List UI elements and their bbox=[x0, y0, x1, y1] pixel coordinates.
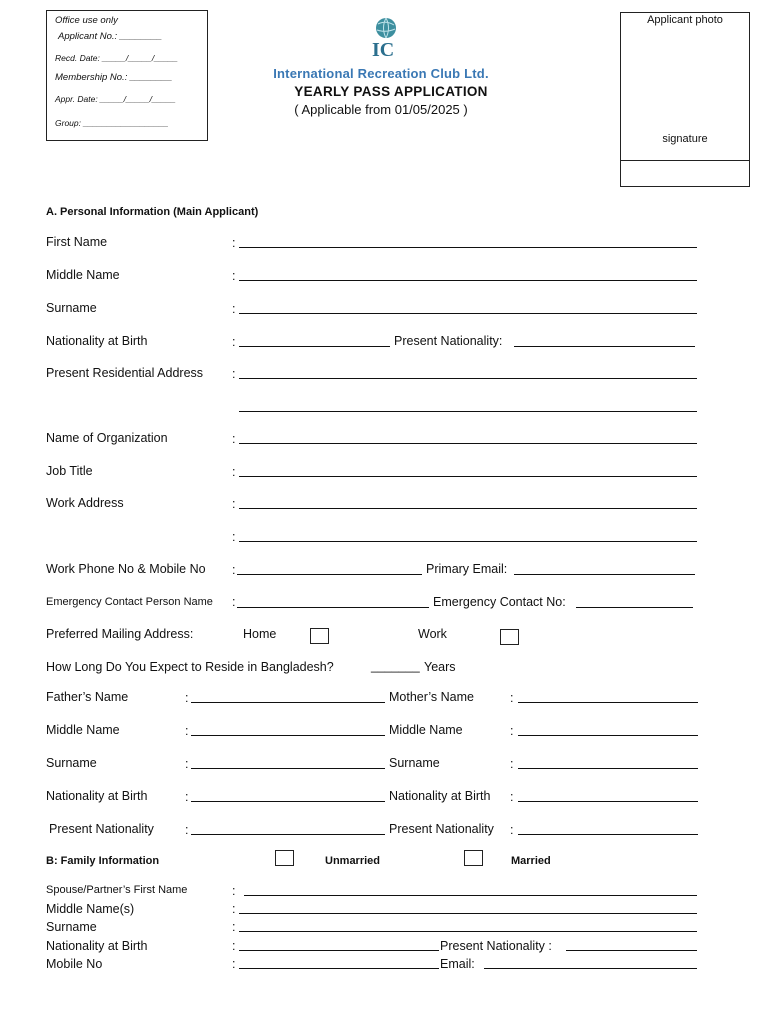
mother-present-nat-label: Present Nationality bbox=[389, 822, 494, 836]
colon: : bbox=[232, 530, 236, 544]
present-address-label: Present Residential Address bbox=[46, 366, 204, 380]
work-address-input-1[interactable] bbox=[239, 508, 697, 509]
work-checkbox[interactable] bbox=[500, 629, 519, 645]
unmarried-checkbox[interactable] bbox=[275, 850, 294, 866]
colon: : bbox=[185, 790, 189, 804]
unmarried-label: Unmarried bbox=[325, 855, 381, 867]
colon: : bbox=[232, 367, 236, 381]
spouse-middle-names-input[interactable] bbox=[239, 913, 697, 914]
job-title-input[interactable] bbox=[239, 476, 697, 477]
appr-date-field[interactable]: Appr. Date: _____/_____/_____ bbox=[55, 94, 176, 104]
applicant-no-field[interactable]: Applicant No.: ________ bbox=[58, 31, 163, 42]
globe-logo-icon bbox=[368, 16, 404, 58]
spouse-middle-names-label: Middle Name(s) bbox=[46, 902, 135, 916]
colon: : bbox=[232, 957, 236, 971]
spouse-mobile-input[interactable] bbox=[239, 968, 439, 969]
form-subtitle: ( Applicable from 01/05/2025 ) bbox=[294, 102, 468, 117]
emergency-no-input[interactable] bbox=[576, 607, 693, 608]
father-surname-label: Surname bbox=[46, 756, 97, 770]
father-present-nat-input[interactable] bbox=[191, 834, 385, 835]
present-address-input-1[interactable] bbox=[239, 378, 697, 379]
applicant-photo-box[interactable] bbox=[620, 12, 750, 187]
primary-email-input[interactable] bbox=[514, 574, 695, 575]
married-label: Married bbox=[511, 855, 551, 867]
present-address-input-2[interactable] bbox=[239, 411, 697, 412]
section-a-heading: A. Personal Information (Main Applicant) bbox=[46, 206, 259, 218]
work-address-input-2[interactable] bbox=[239, 541, 697, 542]
fathers-name-input[interactable] bbox=[191, 702, 385, 703]
spouse-nat-birth-input[interactable] bbox=[239, 950, 439, 951]
colon: : bbox=[232, 497, 236, 511]
father-nat-birth-input[interactable] bbox=[191, 801, 385, 802]
home-checkbox[interactable] bbox=[310, 628, 329, 644]
mother-nat-birth-label: Nationality at Birth bbox=[389, 789, 491, 803]
spouse-nat-birth-label: Nationality at Birth bbox=[46, 939, 148, 953]
father-surname-input[interactable] bbox=[191, 768, 385, 769]
spouse-mobile-label: Mobile No bbox=[46, 957, 103, 971]
colon: : bbox=[232, 465, 236, 479]
mother-surname-label: Surname bbox=[389, 756, 440, 770]
work-phone-label: Work Phone No & Mobile No bbox=[46, 562, 206, 576]
present-nationality-input[interactable] bbox=[514, 346, 695, 347]
father-middle-name-input[interactable] bbox=[191, 735, 385, 736]
middle-name-label: Middle Name bbox=[46, 268, 120, 282]
spouse-present-nat-label: Present Nationality : bbox=[440, 939, 552, 953]
spouse-first-name-input[interactable] bbox=[244, 895, 697, 896]
job-title-label: Job Title bbox=[46, 464, 93, 478]
colon: : bbox=[232, 432, 236, 446]
colon: : bbox=[510, 790, 514, 804]
work-label: Work bbox=[418, 627, 447, 641]
colon: : bbox=[232, 920, 236, 934]
married-checkbox[interactable] bbox=[464, 850, 483, 866]
spouse-present-nat-input[interactable] bbox=[566, 950, 697, 951]
emergency-person-label: Emergency Contact Person Name bbox=[46, 596, 213, 608]
years-input[interactable]: _______ bbox=[371, 659, 420, 673]
membership-no-field[interactable]: Membership No.: ________ bbox=[55, 72, 173, 83]
work-phone-input[interactable] bbox=[237, 574, 422, 575]
logo-letters: IC bbox=[372, 39, 395, 58]
nationality-birth-input[interactable] bbox=[239, 346, 390, 347]
applicant-photo-label: Applicant photo bbox=[647, 14, 723, 26]
spouse-surname-label: Surname bbox=[46, 920, 97, 934]
surname-label: Surname bbox=[46, 301, 97, 315]
organization-input[interactable] bbox=[239, 443, 697, 444]
fathers-name-label: Father’s Name bbox=[46, 690, 129, 704]
colon: : bbox=[185, 691, 189, 705]
spouse-first-name-label: Spouse/Partner’s First Name bbox=[46, 884, 188, 896]
colon: : bbox=[232, 902, 236, 916]
section-b-heading: B: Family Information bbox=[46, 855, 160, 867]
colon: : bbox=[510, 823, 514, 837]
mother-present-nat-input[interactable] bbox=[518, 834, 698, 835]
primary-email-label: Primary Email: bbox=[426, 562, 508, 576]
colon: : bbox=[510, 691, 514, 705]
colon: : bbox=[510, 724, 514, 738]
surname-input[interactable] bbox=[239, 313, 697, 314]
reside-question-label: How Long Do You Expect to Reside in Bangladesh? bbox=[46, 660, 334, 674]
mother-middle-name-label: Middle Name bbox=[389, 723, 463, 737]
mother-surname-input[interactable] bbox=[518, 768, 698, 769]
mailing-label: Preferred Mailing Address: bbox=[46, 627, 194, 641]
signature-divider bbox=[621, 160, 749, 161]
colon: : bbox=[232, 269, 236, 283]
organization-label: Name of Organization bbox=[46, 431, 168, 445]
middle-name-input[interactable] bbox=[239, 280, 697, 281]
club-name: International Recreation Club Ltd. bbox=[273, 66, 489, 81]
father-middle-name-label: Middle Name bbox=[46, 723, 120, 737]
group-field[interactable]: Group: __________________ bbox=[55, 118, 169, 128]
form-title: YEARLY PASS APPLICATION bbox=[294, 84, 488, 99]
colon: : bbox=[232, 236, 236, 250]
spouse-surname-input[interactable] bbox=[239, 931, 697, 932]
emergency-person-input[interactable] bbox=[237, 607, 429, 608]
colon: : bbox=[232, 595, 236, 609]
colon: : bbox=[232, 884, 236, 898]
first-name-label: First Name bbox=[46, 235, 108, 249]
present-nationality-label: Present Nationality: bbox=[394, 334, 503, 348]
work-address-label: Work Address bbox=[46, 496, 124, 510]
office-use-box bbox=[46, 10, 208, 141]
recd-date-field[interactable]: Recd. Date: _____/_____/_____ bbox=[55, 53, 178, 63]
home-label: Home bbox=[243, 627, 277, 641]
colon: : bbox=[232, 302, 236, 316]
spouse-email-input[interactable] bbox=[484, 968, 697, 969]
colon: : bbox=[510, 757, 514, 771]
colon: : bbox=[185, 757, 189, 771]
emergency-no-label: Emergency Contact No: bbox=[433, 595, 566, 609]
colon: : bbox=[232, 335, 236, 349]
father-present-nat-label: Present Nationality bbox=[49, 822, 154, 836]
spouse-email-label: Email: bbox=[440, 957, 475, 971]
signature-label: signature bbox=[662, 133, 708, 145]
mother-nat-birth-input[interactable] bbox=[518, 801, 698, 802]
father-nat-birth-label: Nationality at Birth bbox=[46, 789, 148, 803]
mother-middle-name-input[interactable] bbox=[518, 735, 698, 736]
club-logo bbox=[368, 16, 404, 58]
colon: : bbox=[232, 563, 236, 577]
colon: : bbox=[185, 823, 189, 837]
first-name-input[interactable] bbox=[239, 247, 697, 248]
mothers-name-label: Mother’s Name bbox=[389, 690, 474, 704]
years-label: Years bbox=[424, 660, 456, 674]
colon: : bbox=[185, 724, 189, 738]
nationality-birth-label: Nationality at Birth bbox=[46, 334, 148, 348]
colon: : bbox=[232, 939, 236, 953]
office-use-title: Office use only bbox=[55, 15, 118, 26]
mothers-name-input[interactable] bbox=[518, 702, 698, 703]
